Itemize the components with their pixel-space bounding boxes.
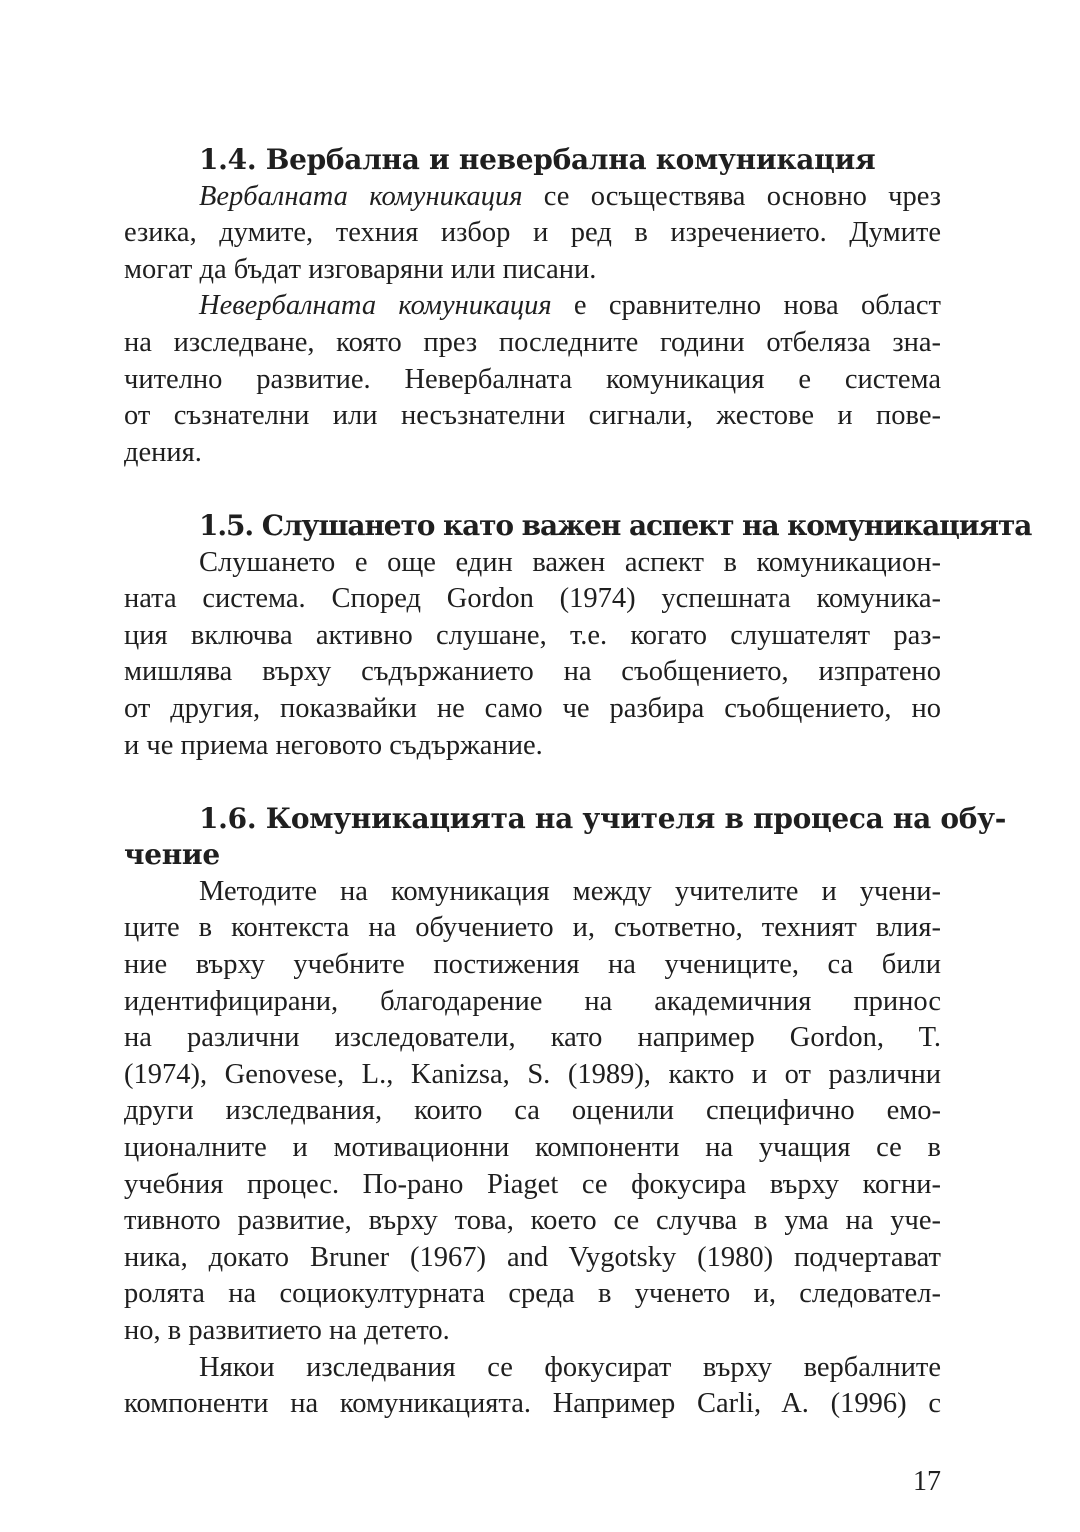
paragraph-line: мишлява върху съдържанието на съобщението, изпратено [124,656,941,688]
document-page [124,142,1032,1423]
paragraph-line: дения. [124,436,202,468]
paragraph-line: на изследване, която през последните години отбеляза зна- [124,326,941,358]
section-gap [124,471,941,508]
paragraph-line: тивното развитие, върху това, което се случва в ума на уче- [124,1205,941,1237]
paragraph-line: езика, думите, техния избор и ред в изречението. Думите [124,217,941,249]
paragraph-line: ника, докато Bruner (1967) and Vygotsky (1980) подчертават [124,1241,941,1273]
paragraph-line: (1974), Genovese, L., Kanizsa, S. (1989), както и от различни [124,1058,941,1090]
paragraph-line: ние върху учебните постижения на учениците, са били [124,949,941,981]
section-heading-1-5: 1.5. Слушането като важен аспект на комуникацията [199,508,1032,542]
italic-term: Вербалната комуникация [199,180,523,212]
paragraph-line: от съзнателни или несъзнателни сигнали, жестове и пове- [124,400,941,432]
italic-term: Невербалната комуникация [199,290,552,322]
section-heading-1-6: 1.6. Комуникацията на учителя в процеса на обу- [199,801,1007,835]
section-heading-1-4: 1.4. Вербална и невербална комуникация [199,143,876,176]
paragraph-line: Методите на комуникация между учителите и учени- [199,875,941,907]
paragraph-line: учебния процес. По-рано Piaget се фокусира върху когни- [124,1168,941,1200]
page-number: 17 [913,1466,941,1497]
paragraph-line: на различни изследователи, като например Gordon, T. [124,1022,941,1054]
paragraph-line: ция включва активно слушане, т.е. когато слушателят раз- [124,619,941,651]
paragraph-line: от другия, показвайки не само че разбира съобщението, но [124,692,941,724]
paragraph-line: компоненти на комуникацията. Например Carli, A. (1996) с [124,1388,941,1420]
paragraph-line: Слушането е още един важен аспект в комуникацион- [199,546,941,578]
paragraph-line: ната система. Според Gordon (1974) успешната комуника- [124,583,941,615]
paragraph-line: други изследвания, които са оценили специфично емо- [124,1095,941,1127]
paragraph-line: Вербалната комуникация се осъществява основно чрез [199,180,941,212]
paragraph-line: ционалните и мотивационни компоненти на учащия се в [124,1132,941,1164]
section-heading-1-6-continued: чение [124,838,220,872]
section-gap [124,764,941,801]
paragraph-line: Някои изследвания се фокусират върху вербалните [199,1351,941,1383]
paragraph-line: Невербалната комуникация е сравнително нова област [199,290,941,322]
paragraph-line: и че приема неговото съдържание. [124,729,543,761]
paragraph-line: чително развитие. Невербалната комуникация е система [124,363,941,395]
paragraph-line: ците в контекста на обучението и, съответно, техният влия- [124,912,941,944]
paragraph-line: но, в развитието на детето. [124,1315,450,1346]
paragraph-line: могат да бъдат изговаряни или писани. [124,253,597,285]
paragraph-line: ролята на социокултурната среда в ученето и, следовател- [124,1278,941,1310]
paragraph-line: идентифицирани, благодарение на академичния принос [124,985,941,1017]
